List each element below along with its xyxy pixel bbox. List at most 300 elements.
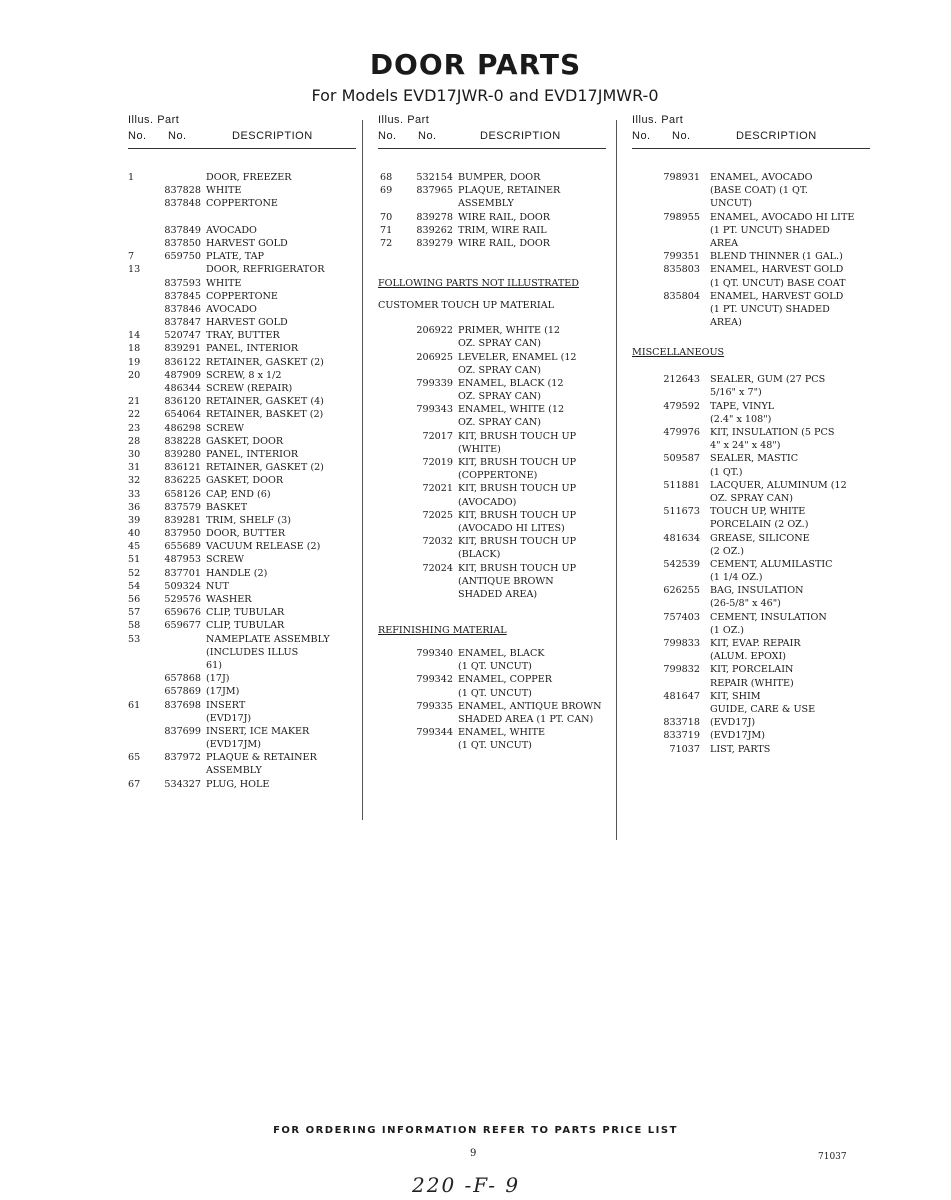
part-description: VACUUM RELEASE (2) xyxy=(206,541,321,553)
part-description: NAMEPLATE ASSEMBLY xyxy=(206,633,330,645)
part-number: 799351 xyxy=(663,251,700,263)
part-row xyxy=(632,743,870,756)
part-number: 839279 xyxy=(416,237,453,249)
part-description: DOOR, FREEZER xyxy=(206,172,292,183)
part-description: (1 1/4 OZ.) xyxy=(710,572,763,584)
illus-number: 52 xyxy=(128,567,141,579)
column-divider xyxy=(362,120,363,820)
part-row xyxy=(632,439,870,452)
illus-number: 56 xyxy=(128,594,141,605)
part-description: 4" x 24" x 48") xyxy=(710,440,781,452)
part-description: PORCELAIN (2 OZ.) xyxy=(710,519,809,531)
part-row xyxy=(128,567,356,580)
part-row xyxy=(128,237,356,250)
part-number: 626255 xyxy=(663,585,700,597)
part-row xyxy=(378,416,606,429)
part-description: LIST, PARTS xyxy=(710,743,771,755)
part-description: ENAMEL, BLACK xyxy=(458,648,545,660)
illus-label: Illus. xyxy=(378,114,404,126)
part-number: 658126 xyxy=(164,488,201,500)
description-label: DESCRIPTION xyxy=(480,130,561,142)
part-row xyxy=(632,558,870,571)
part-row xyxy=(128,646,356,659)
part-description: OZ. SPRAY CAN) xyxy=(458,417,542,429)
part-row xyxy=(128,725,356,738)
part-number: 798931 xyxy=(663,172,700,183)
part-row xyxy=(378,469,606,482)
part-row xyxy=(128,633,356,646)
part-number: 206925 xyxy=(416,351,453,363)
part-no-label: No. xyxy=(168,130,187,142)
part-description: (1 QT. UNCUT) xyxy=(458,687,532,699)
part-description: DOOR, BUTTER xyxy=(206,528,286,540)
part-description: (COPPERTONE) xyxy=(458,470,538,482)
part-row xyxy=(128,461,356,474)
part-number: 799832 xyxy=(663,664,700,676)
part-row xyxy=(128,263,356,276)
part-row xyxy=(128,211,356,224)
part-number: 833719 xyxy=(663,730,700,742)
part-row xyxy=(632,584,870,597)
part-description: (26-5/8" x 46") xyxy=(710,598,781,610)
part-description: (WHITE) xyxy=(458,443,501,455)
illus-number: 7 xyxy=(128,251,135,263)
part-description: (1 QT.) xyxy=(710,466,743,478)
part-row xyxy=(128,277,356,290)
illus-number: 14 xyxy=(128,330,141,342)
part-description: (1 OZ.) xyxy=(710,624,745,636)
part-number: 481634 xyxy=(663,532,700,544)
part-row xyxy=(128,619,356,632)
part-row xyxy=(378,171,606,184)
part-row xyxy=(128,764,356,777)
part-description: DOOR, REFRIGERATOR xyxy=(206,264,325,276)
part-row xyxy=(632,316,870,329)
part-number: 657868 xyxy=(164,673,201,685)
part-description: GASKET, DOOR xyxy=(206,435,284,447)
part-row xyxy=(128,369,356,382)
part-row xyxy=(128,514,356,527)
part-description: AREA xyxy=(710,237,739,249)
part-number: 659676 xyxy=(164,607,201,619)
part-row xyxy=(128,171,356,184)
illus-number: 68 xyxy=(380,172,393,183)
part-description: INSERT, ICE MAKER xyxy=(206,725,310,737)
part-row xyxy=(128,699,356,712)
part-description: ENAMEL, WHITE xyxy=(458,727,546,739)
part-description: LACQUER, ALUMINUM (12 xyxy=(710,479,847,491)
part-no-label: No. xyxy=(672,130,691,142)
part-description: KIT, BRUSH TOUCH UP xyxy=(458,562,577,574)
part-description: KIT, SHIM xyxy=(710,690,761,702)
part-row xyxy=(632,532,870,545)
part-description: UNCUT) xyxy=(710,198,753,210)
illus-label: Illus. xyxy=(632,114,658,126)
part-number: 838228 xyxy=(164,435,201,447)
part-description: KIT, BRUSH TOUCH UP xyxy=(458,430,577,442)
part-number: 799342 xyxy=(416,674,453,686)
part-row xyxy=(128,395,356,408)
part-row xyxy=(128,435,356,448)
part-description: CAP, END (6) xyxy=(206,488,271,500)
part-description: PRIMER, WHITE (12 xyxy=(458,325,561,337)
illus-number: 70 xyxy=(380,211,393,223)
part-row xyxy=(128,316,356,329)
part-number: 836120 xyxy=(164,396,201,408)
part-description: KIT, BRUSH TOUCH UP xyxy=(458,536,577,548)
part-description: (AVOCADO HI LITES) xyxy=(458,522,565,534)
part-row xyxy=(378,548,606,561)
touch-up-list xyxy=(378,324,606,601)
part-description: 5/16" x 7") xyxy=(710,387,762,399)
part-row xyxy=(632,492,870,505)
part-description: ASSEMBLY xyxy=(458,198,514,210)
part-description: WHITE xyxy=(206,185,242,197)
part-description: (1 PT. UNCUT) SHADED xyxy=(710,303,830,315)
part-row xyxy=(128,197,356,210)
part-row xyxy=(128,448,356,461)
part-number: 486298 xyxy=(164,422,201,434)
part-description: CLIP, TUBULAR xyxy=(206,607,285,619)
part-number: 479592 xyxy=(663,400,700,412)
part-row xyxy=(378,660,606,673)
part-row xyxy=(128,342,356,355)
part-description: ASSEMBLY xyxy=(206,765,262,777)
part-row xyxy=(378,443,606,456)
part-row xyxy=(378,673,606,686)
part-description: (EVD17JM) xyxy=(710,730,765,742)
column-header xyxy=(632,112,870,148)
part-description: CEMENT, INSULATION xyxy=(710,611,827,623)
part-number: 837698 xyxy=(164,699,201,711)
part-description: HANDLE (2) xyxy=(206,567,268,579)
part-row xyxy=(128,580,356,593)
part-number: 799343 xyxy=(416,404,453,416)
header-rule xyxy=(632,148,870,149)
part-description: RETAINER, GASKET (2) xyxy=(206,356,324,368)
part-row xyxy=(632,211,870,224)
part-row xyxy=(632,400,870,413)
part-description: COPPERTONE xyxy=(206,290,278,302)
part-description: (1 PT. UNCUT) SHADED xyxy=(710,224,830,236)
part-row xyxy=(632,290,870,303)
part-number: 839280 xyxy=(164,448,201,460)
part-number: 481647 xyxy=(663,690,700,702)
part-row xyxy=(632,373,870,386)
part-row xyxy=(128,250,356,263)
part-description: TOUCH UP, WHITE xyxy=(710,506,806,518)
part-row xyxy=(378,456,606,469)
part-number: 72024 xyxy=(422,562,453,574)
part-row xyxy=(128,290,356,303)
illus-no-label: No. xyxy=(632,130,651,142)
part-row xyxy=(128,474,356,487)
illus-number: 57 xyxy=(128,607,141,619)
part-row xyxy=(632,277,870,290)
part-description: (AVOCADO) xyxy=(458,496,517,508)
part-row xyxy=(378,351,606,364)
part-row xyxy=(128,501,356,514)
illus-label: Illus. xyxy=(128,114,154,126)
part-number: 836225 xyxy=(164,475,201,487)
part-description: BLEND THINNER (1 GAL.) xyxy=(710,251,843,263)
part-description: (1 QT. UNCUT) xyxy=(458,661,532,673)
part-row xyxy=(128,488,356,501)
part-row xyxy=(632,545,870,558)
part-row xyxy=(378,588,606,601)
part-row xyxy=(378,496,606,509)
part-number: 837972 xyxy=(164,752,201,764)
part-row xyxy=(378,377,606,390)
part-number: 837579 xyxy=(164,501,201,513)
illus-number: 21 xyxy=(128,396,141,408)
part-number: 839281 xyxy=(164,514,201,526)
part-number: 837828 xyxy=(164,185,201,197)
part-number: 479976 xyxy=(663,427,700,438)
part-row xyxy=(632,597,870,610)
part-row xyxy=(378,522,606,535)
illus-number: 13 xyxy=(128,264,141,276)
part-row xyxy=(632,677,870,690)
part-description: ENAMEL, ANTIQUE BROWN xyxy=(458,700,602,712)
part-row xyxy=(128,303,356,316)
part-number: 833718 xyxy=(663,717,700,729)
part-description: RETAINER, GASKET (2) xyxy=(206,462,324,474)
illus-number: 61 xyxy=(128,699,141,711)
part-description: (ALUM. EPOXI) xyxy=(710,651,787,663)
part-number: 486344 xyxy=(164,383,201,394)
part-row xyxy=(632,571,870,584)
illus-number: 71 xyxy=(380,224,393,236)
section-heading-touch-up: CUSTOMER TOUCH UP MATERIAL xyxy=(378,300,554,312)
part-row xyxy=(378,224,606,237)
part-number: 839278 xyxy=(416,211,453,223)
part-description: AVOCADO xyxy=(206,224,257,236)
part-number: 799344 xyxy=(416,727,453,739)
illus-number: 40 xyxy=(128,528,141,540)
illus-number: 31 xyxy=(128,462,141,474)
part-row xyxy=(632,386,870,399)
part-description: NUT xyxy=(206,580,229,592)
part-description: (EVD17J) xyxy=(710,717,756,729)
part-number: 837965 xyxy=(416,185,453,197)
column-divider xyxy=(616,120,617,840)
part-number: 542539 xyxy=(663,558,700,570)
illus-number: 65 xyxy=(128,752,141,764)
part-description: BASKET xyxy=(206,501,248,513)
part-row xyxy=(632,505,870,518)
part-description: (17J) xyxy=(206,673,230,685)
part-number: 799335 xyxy=(416,700,453,712)
part-description: KIT, BRUSH TOUCH UP xyxy=(458,509,577,521)
part-label: Part xyxy=(661,114,684,126)
part-description: OZ. SPRAY CAN) xyxy=(710,492,794,504)
part-row xyxy=(378,713,606,726)
part-row xyxy=(378,687,606,700)
part-row xyxy=(632,184,870,197)
part-description: KIT, BRUSH TOUCH UP xyxy=(458,483,577,495)
illus-number: 30 xyxy=(128,448,141,460)
part-description: SCREW (REPAIR) xyxy=(206,383,293,394)
part-description: WHITE xyxy=(206,277,242,289)
part-row xyxy=(632,716,870,729)
part-number: 206922 xyxy=(416,325,453,337)
illus-number: 67 xyxy=(128,778,141,790)
part-description: PLAQUE, RETAINER xyxy=(458,185,561,197)
part-description: (17JM) xyxy=(206,686,240,698)
part-description: GASKET, DOOR xyxy=(206,475,284,487)
section-heading-miscellaneous: MISCELLANEOUS xyxy=(632,347,725,359)
part-row xyxy=(632,426,870,439)
part-number: 509587 xyxy=(663,453,700,465)
part-number: 837848 xyxy=(164,198,201,210)
part-number: 655689 xyxy=(164,541,201,553)
header-rule xyxy=(128,148,356,149)
part-number: 659677 xyxy=(164,620,201,632)
part-row xyxy=(632,250,870,263)
part-description: (BLACK) xyxy=(458,549,501,561)
illus-number: 54 xyxy=(128,580,141,592)
handwritten-note: 220 -F- 9 xyxy=(412,1173,521,1197)
part-number: 837593 xyxy=(164,277,201,289)
illus-number: 58 xyxy=(128,620,141,632)
part-description: BUMPER, DOOR xyxy=(458,172,541,183)
part-number: 837846 xyxy=(164,303,201,315)
part-row xyxy=(128,606,356,619)
part-description: SEALER, GUM (27 PCS xyxy=(710,374,826,386)
part-number: 757403 xyxy=(663,611,700,623)
part-description: (1 QT. UNCUT) xyxy=(458,740,532,752)
part-row xyxy=(632,452,870,465)
part-description: SCREW xyxy=(206,554,245,566)
part-row xyxy=(128,751,356,764)
part-number: 799339 xyxy=(416,377,453,389)
part-description: RETAINER, BASKET (2) xyxy=(206,409,324,421)
part-number: 72017 xyxy=(422,430,453,442)
part-description: WIRE RAIL, DOOR xyxy=(458,237,550,249)
part-label: Part xyxy=(407,114,430,126)
part-row xyxy=(378,509,606,522)
column-header xyxy=(128,112,356,148)
part-description: SEALER, MASTIC xyxy=(710,453,799,465)
part-description: ENAMEL, BLACK (12 xyxy=(458,377,564,389)
part-row xyxy=(632,171,870,184)
part-row xyxy=(378,364,606,377)
part-description: KIT, EVAP. REPAIR xyxy=(710,638,801,649)
part-number: 72025 xyxy=(422,509,453,521)
part-row xyxy=(378,197,606,210)
part-row xyxy=(378,324,606,337)
parts-column-2 xyxy=(378,112,606,753)
part-description: PLUG, HOLE xyxy=(206,778,270,790)
parts-list xyxy=(632,171,870,329)
part-number: 487953 xyxy=(164,554,201,566)
parts-list xyxy=(128,171,356,791)
part-number: 837950 xyxy=(164,528,201,540)
part-description: TAPE, VINYL xyxy=(710,400,775,412)
part-row xyxy=(128,329,356,342)
illus-number: 51 xyxy=(128,554,141,566)
part-description: TRIM, WIRE RAIL xyxy=(458,224,547,236)
part-description: TRAY, BUTTER xyxy=(206,330,280,342)
part-description: (INCLUDES ILLUS xyxy=(206,646,299,658)
part-row xyxy=(632,663,870,676)
part-row xyxy=(632,703,870,716)
part-description: ENAMEL, HARVEST GOLD xyxy=(710,264,844,276)
part-number: 534327 xyxy=(164,778,201,790)
part-row xyxy=(378,535,606,548)
part-number: 837850 xyxy=(164,237,201,249)
part-row xyxy=(378,700,606,713)
part-row xyxy=(128,422,356,435)
section-heading-refinishing: REFINISHING MATERIAL xyxy=(378,625,507,637)
part-number: 657869 xyxy=(164,686,201,698)
part-number: 837699 xyxy=(164,725,201,737)
part-description: SHADED AREA) xyxy=(458,588,538,600)
part-number: 509324 xyxy=(164,580,201,592)
part-row xyxy=(128,540,356,553)
part-number: 487909 xyxy=(164,369,201,381)
part-row xyxy=(632,729,870,742)
part-number: 72021 xyxy=(422,483,453,495)
part-description: PANEL, INTERIOR xyxy=(206,343,299,355)
part-row xyxy=(632,690,870,703)
illus-number: 33 xyxy=(128,488,141,500)
part-description: (ANTIQUE BROWN xyxy=(458,575,554,587)
page-title: DOOR PARTS xyxy=(369,48,582,81)
part-row xyxy=(128,659,356,672)
part-description: (EVD17JM) xyxy=(206,739,261,751)
part-row xyxy=(378,430,606,443)
part-row xyxy=(378,390,606,403)
part-description: COPPERTONE xyxy=(206,198,278,210)
part-row xyxy=(128,778,356,791)
part-row xyxy=(632,413,870,426)
part-row xyxy=(632,611,870,624)
illus-number: 53 xyxy=(128,633,141,645)
part-row xyxy=(378,562,606,575)
ordering-footer: FOR ORDERING INFORMATION REFER TO PARTS PRICE LIST xyxy=(273,1125,678,1136)
part-row xyxy=(128,184,356,197)
part-number: 799340 xyxy=(416,648,453,660)
part-row xyxy=(632,224,870,237)
part-description: GUIDE, CARE & USE xyxy=(710,703,816,715)
part-number: 511881 xyxy=(663,479,700,491)
part-row xyxy=(378,184,606,197)
part-description: ENAMEL, AVOCADO xyxy=(710,172,813,183)
illus-number: 45 xyxy=(128,541,141,553)
part-description: BAG, INSULATION xyxy=(710,585,804,597)
part-row xyxy=(128,382,356,395)
part-description: PLAQUE & RETAINER xyxy=(206,752,317,764)
part-description: GREASE, SILICONE xyxy=(710,532,810,544)
part-description: REPAIR (WHITE) xyxy=(710,677,794,689)
section-heading-not-illustrated: FOLLOWING PARTS NOT ILLUSTRATED xyxy=(378,278,579,290)
part-description: AREA) xyxy=(710,317,742,329)
parts-column-3 xyxy=(632,112,870,756)
part-number: 836121 xyxy=(164,462,201,474)
part-number: 837845 xyxy=(164,290,201,302)
part-row xyxy=(128,356,356,369)
part-description: OZ. SPRAY CAN) xyxy=(458,391,542,403)
part-row xyxy=(632,466,870,479)
part-description: KIT, BRUSH TOUCH UP xyxy=(458,457,577,468)
part-number: 839262 xyxy=(416,224,453,236)
part-row xyxy=(378,237,606,250)
part-row xyxy=(128,738,356,751)
part-row xyxy=(378,647,606,660)
part-description: (BASE COAT) (1 QT. xyxy=(710,185,808,197)
